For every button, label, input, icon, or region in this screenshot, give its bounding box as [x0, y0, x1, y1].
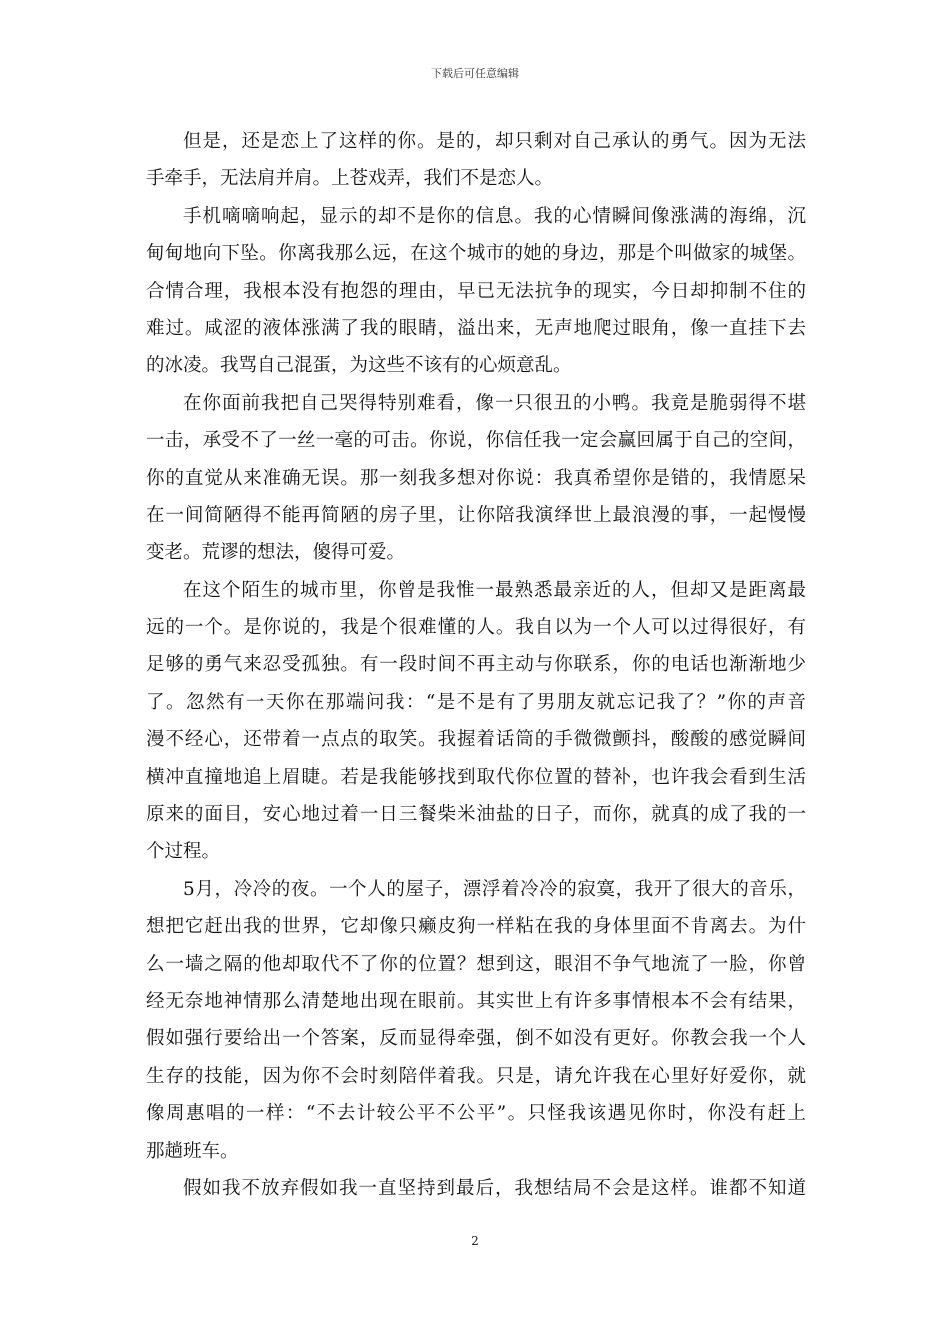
text-line: 假如我不放弃假如我一直坚持到最后，我想结局不会是这样。谁都不知道 [183, 1177, 806, 1199]
text-line: 手机嘀嘀响起，显示的却不是你的信息。我的心情瞬间像涨满的海绵，沉 [183, 205, 806, 227]
text-line: 难过。咸涩的液体涨满了我的眼睛，溢出来，无声地爬过眼角，像一直挂下去 [146, 317, 806, 339]
text-line: 横冲直撞地追上眉睫。若是我能够找到取代你位置的替补，也许我会看到生活 [146, 766, 806, 788]
page-number: 2 [471, 1234, 479, 1248]
text-line: 但是，还是恋上了这样的你。是的，却只剩对自己承认的勇气。因为无法 [183, 131, 806, 152]
page-header: 下载后可任意编辑 [431, 67, 519, 80]
text-line: 假如强行要给出一个答案，反而显得牵强，倒不如没有更好。你教会我一个人 [146, 1028, 806, 1050]
text-line: 甸甸地向下坠。你离我那么远，在这个城市的她的身边，那是个叫做家的城堡。 [146, 243, 806, 265]
text-line: 变老。荒谬的想法，傻得可爱。 [146, 542, 406, 564]
text-line: 一击，承受不了一丝一毫的可击。你说，你信任我一定会赢回属于自己的空间， [146, 430, 806, 452]
text-line: 在你面前我把自己哭得特别难看，像一只很丑的小鸭。我竟是脆弱得不堪 [183, 392, 806, 414]
text-line: 合情合理，我根本没有抱怨的理由，早已无法抗争的现实，今日却抑制不住的 [146, 280, 806, 302]
text-line: 生存的技能，因为你不会时刻陪伴着我。只是，请允许我在心里好好爱你，就 [146, 1065, 806, 1087]
text-line: 经无奈地神情那么清楚地出现在眼前。其实世上有许多事情根本不会有结果， [146, 990, 806, 1012]
text-line: 你的直觉从来准确无误。那一刻我多想对你说：我真希望你是错的，我情愿呆 [146, 467, 806, 489]
text-line: 原来的面目，安心地过着一日三餐柴米油盐的日子，而你，就真的成了我的一 [146, 804, 806, 826]
text-line: 么一墙之隔的他却取代不了你的位置？想到这，眼泪不争气地流了一脸，你曾 [146, 953, 806, 975]
text-line: 在这个陌生的城市里，你曾是我惟一最熟悉最亲近的人，但却又是距离最 [183, 579, 806, 601]
text-line: 远的一个。是你说的，我是个很难懂的人。我自以为一个人可以过得很好，有 [146, 617, 806, 639]
text-line: 那趟班车。 [146, 1140, 239, 1162]
document-body [146, 123, 806, 1207]
text-line: 在一间简陋得不能再简陋的房子里，让你陪我演绎世上最浪漫的事，一起慢慢 [146, 504, 806, 526]
text-line: 了。忽然有一天你在那端问我：“是不是有了男朋友就忘记我了？”你的声音 [146, 691, 806, 713]
text-line: 想把它赶出我的世界，它却像只癞皮狗一样粘在我的身体里面不肯离去。为什 [146, 916, 806, 938]
text-line: 手牵手，无法肩并肩。上苍戏弄，我们不是恋人。 [146, 168, 554, 190]
text-line: 像周惠唱的一样：“不去计较公平不公平”。只怪我该遇见你时，你没有赶上 [146, 1103, 806, 1125]
text-line: 5月，冷冷的夜。一个人的屋子，漂浮着冷冷的寂寞，我开了很大的音乐， [183, 878, 806, 900]
text-line: 漫不经心，还带着一点点的取笑。我握着话筒的手微微颤抖，酸酸的感觉瞬间 [146, 729, 806, 751]
text-line: 的冰凌。我骂自己混蛋，为这些不该有的心烦意乱。 [146, 355, 572, 377]
text-line: 个过程。 [146, 841, 221, 863]
text-line: 足够的勇气来忍受孤独。有一段时间不再主动与你联系，你的电话也渐渐地少 [146, 654, 806, 676]
